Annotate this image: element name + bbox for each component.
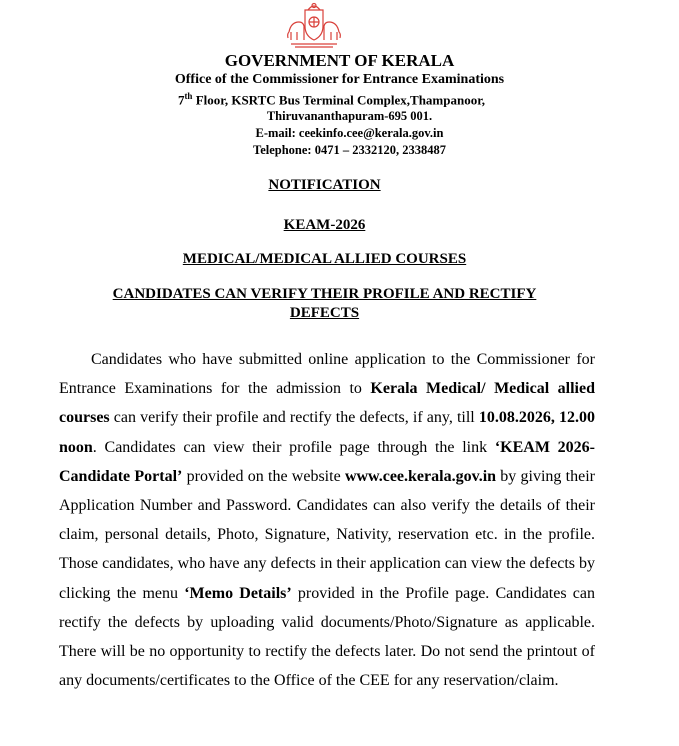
courses-heading: MEDICAL/MEDICAL ALLIED COURSES xyxy=(182,251,467,267)
floor-suffix: th xyxy=(184,91,193,101)
office-title: Office of the Commissioner for Entrance Examinations xyxy=(174,72,505,87)
body-text-3: . Candidates can view their profile page through the link xyxy=(92,438,495,456)
address-line-2: Thiruvananthapuram-695 001. xyxy=(266,109,433,123)
address-line-1-rest: Floor, KSRTC Bus Terminal Complex,Thampanoor, xyxy=(192,92,486,108)
notification-body xyxy=(59,345,595,695)
exam-heading: KEAM-2026 xyxy=(283,217,366,233)
government-title: GOVERNMENT OF KERALA xyxy=(224,51,455,70)
subject-heading: CANDIDATES CAN VERIFY THEIR PROFILE AND RECTIFY DEFECTS xyxy=(112,286,537,321)
body-paragraph xyxy=(59,345,595,695)
address-line-1 xyxy=(0,91,671,108)
floor-number: 7 xyxy=(177,92,185,108)
notification-heading: NOTIFICATION xyxy=(268,177,381,193)
memo-details-menu: ‘Memo Details’ xyxy=(184,584,292,602)
course-name: Kerala Medical/ Medical allied courses xyxy=(59,380,596,427)
kerala-emblem-icon xyxy=(285,2,343,50)
body-text-5: by giving their Application Number and Password. Candidates can also verify the details of their claim, personal details, Photo, Signature, Nativity, reservation etc. in the profile. Those candidates, who have any defects in their application can view the defects by clicking the menu xyxy=(59,467,596,602)
body-text-6: provided in the Profile page. Candidates can rectify the defects by uploading valid documents/Photo/Signature as applicable. There will be no opportunity to rectify the defects later. Do not send the printout of any documents/certificates to the Office of the CEE for any reservation/claim. xyxy=(59,584,595,690)
body-text-4: provided on the website xyxy=(182,467,345,485)
body-text-1: Candidates who have submitted online application to the Commissioner for Entrance Examinations for the admission to xyxy=(59,351,595,398)
portal-link-name: ‘KEAM 2026-Candidate Portal’ xyxy=(59,438,595,485)
website-url: www.cee.kerala.gov.in xyxy=(344,467,497,485)
deadline: 10.08.2026, 12.00 noon xyxy=(59,409,596,456)
telephone-line: Telephone: 0471 – 2332120, 2338487 xyxy=(253,143,446,157)
body-text-2: can verify their profile and rectify the defects, if any, till xyxy=(109,409,479,427)
email-line: E-mail: ceekinfo.cee@kerala.gov.in xyxy=(255,126,444,140)
